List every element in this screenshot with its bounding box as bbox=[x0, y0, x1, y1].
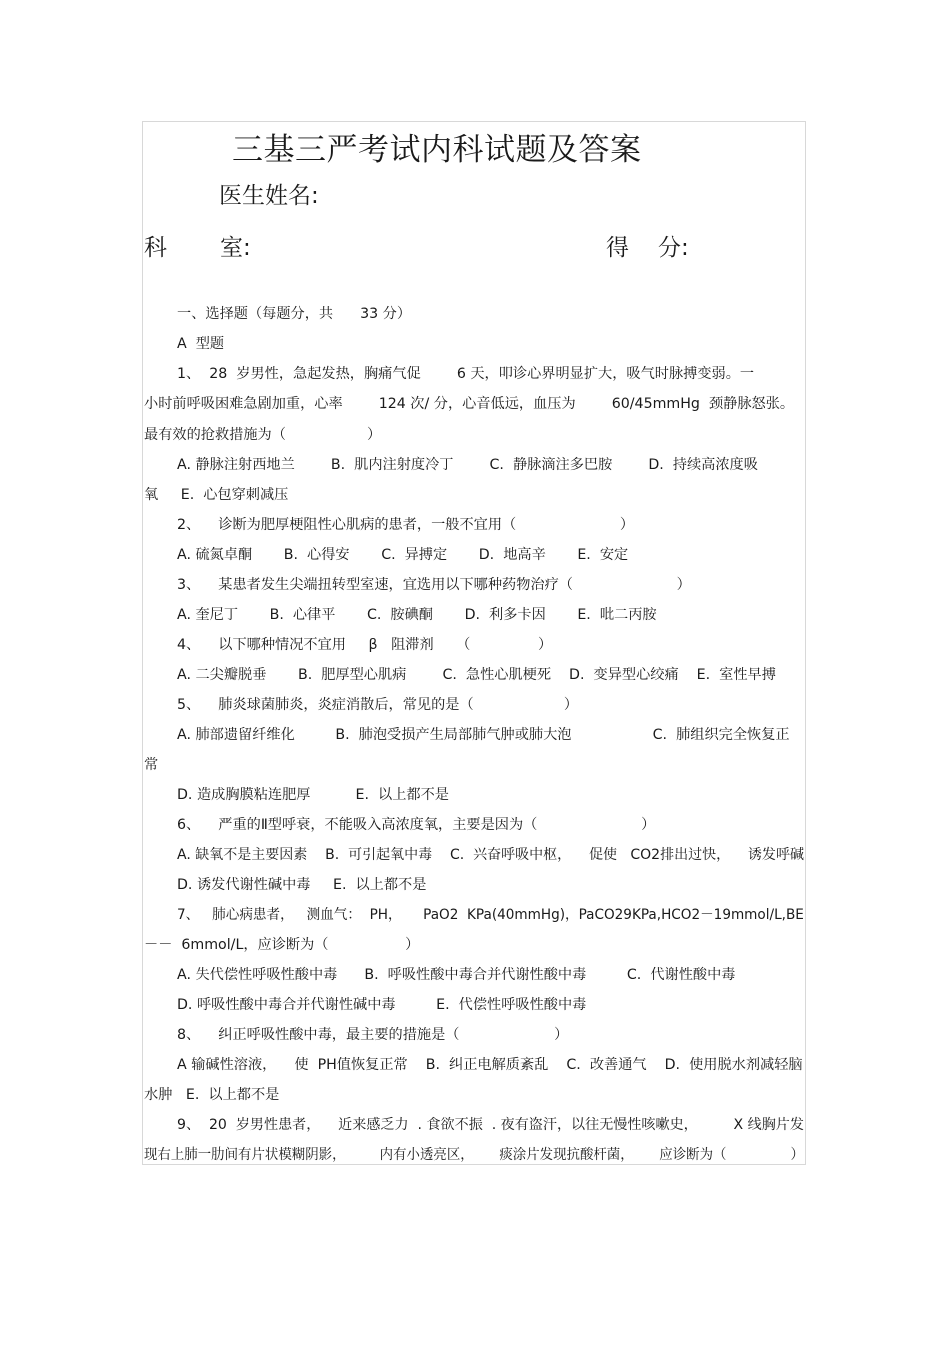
question-5: 5、 肺炎球菌肺炎，炎症消散后，常见的是（ ） bbox=[177, 697, 579, 713]
question-4-options: A. 二尖瓣脱垂 B. 肥厚型心肌病 C. 急性心肌梗死 D. 变异型心绞痛 E. 室性早搏 bbox=[177, 667, 776, 683]
question-2: 2、 诊断为肥厚梗阻性心肌病的患者，一般不宜用（ ） bbox=[177, 517, 635, 533]
question-2-options: A. 硫氮卓酮 B. 心得安 C. 异搏定 D. 地高辛 E. 安定 bbox=[177, 547, 629, 563]
question-1-options-cont: 氧 E. 心包穿刺减压 bbox=[144, 487, 289, 503]
question-1-line-3: 最有效的抢救措施为（ ） bbox=[144, 427, 382, 443]
department-label-first-char: 科 bbox=[144, 235, 167, 261]
question-7-line-2: －－ 6mmol/L，应诊断为（ ） bbox=[144, 937, 420, 953]
question-5-options-2: D. 造成胸膜粘连肥厚 E. 以上都不是 bbox=[177, 787, 449, 803]
question-5-options: A. 肺部遗留纤维化 B. 肺泡受损产生局部肺气肿或肺大泡 C. 肺组织完全恢复正 bbox=[177, 727, 790, 743]
question-6-options-2: D. 诱发代谢性碱中毒 E. 以上都不是 bbox=[177, 877, 427, 893]
question-6-options: A. 缺氧不是主要因素 B. 可引起氧中毒 C. 兴奋呼吸中枢， 促使 CO2排出过快， 诱发呼碱 bbox=[177, 847, 804, 863]
question-1-options: A. 静脉注射西地兰 B. 肌内注射度冷丁 C. 静脉滴注多巴胺 D. 持续高浓度吸 bbox=[177, 457, 758, 473]
section-heading: 一、选择题（每题分，共 33 分） bbox=[177, 306, 412, 322]
doctor-name-label: 医生姓名: bbox=[219, 183, 319, 209]
department-label-second-char: 室: bbox=[220, 235, 251, 261]
question-3-options: A. 奎尼丁 B. 心律平 C. 胺碘酮 D. 利多卡因 E. 吡二丙胺 bbox=[177, 607, 657, 623]
question-5-options-cont: 常 bbox=[144, 757, 159, 773]
question-8-options-cont: 水肿 E. 以上都不是 bbox=[144, 1087, 280, 1103]
question-1-line-2: 小时前呼吸困难急剧加重，心率 124 次/ 分，心音低远，血压为 60/45mmHg 颈静脉怒张。 bbox=[144, 396, 795, 412]
document-title: 三基三严考试内科试题及答案 bbox=[232, 132, 642, 168]
score-label-first-char: 得 bbox=[606, 235, 629, 261]
question-8-options: A 输碱性溶液， 使 PH值恢复正常 B. 纠正电解质紊乱 C. 改善通气 D. 使用脱水剂减轻脑 bbox=[177, 1057, 803, 1073]
question-7-options: A. 失代偿性呼吸性酸中毒 B. 呼吸性酸中毒合并代谢性酸中毒 C. 代谢性酸中毒 bbox=[177, 967, 736, 983]
question-8: 8、 纠正呼吸性酸中毒，最主要的措施是（ ） bbox=[177, 1027, 569, 1043]
question-3: 3、 某患者发生尖端扭转型室速，宜选用以下哪种药物治疗（ ） bbox=[177, 577, 691, 593]
question-9-line-2: 现右上肺一肋间有片状模糊阴影， 内有小透亮区， 痰涂片发现抗酸杆菌， 应诊断为（ ） bbox=[144, 1147, 804, 1163]
question-7-line-1: 7、 肺心病患者， 测血气： PH， PaO2 KPa(40mmHg)，PaCO29KPa,HCO2－19mmol/L,BE bbox=[177, 907, 804, 923]
question-7-options-2: D. 呼吸性酸中毒合并代谢性碱中毒 E. 代偿性呼吸性酸中毒 bbox=[177, 997, 587, 1013]
score-label-second-char: 分: bbox=[658, 235, 689, 261]
question-6: 6、 严重的Ⅱ型呼衰，不能吸入高浓度氧，主要是因为（ ） bbox=[177, 817, 656, 833]
question-1-line-1: 1、 28 岁男性，急起发热，胸痛气促 6 天，叩诊心界明显扩大，吸气时脉搏变弱。一 bbox=[177, 366, 755, 382]
question-4: 4、 以下哪种情况不宜用 β 阻滞剂 （ ） bbox=[177, 637, 553, 653]
question-type-heading: A 型题 bbox=[177, 336, 225, 352]
question-9-line-1: 9、 20 岁男性患者， 近来感乏力 . 食欲不振 . 夜有盗汗，以往无慢性咳嗽史， X 线胸片发 bbox=[177, 1117, 804, 1133]
